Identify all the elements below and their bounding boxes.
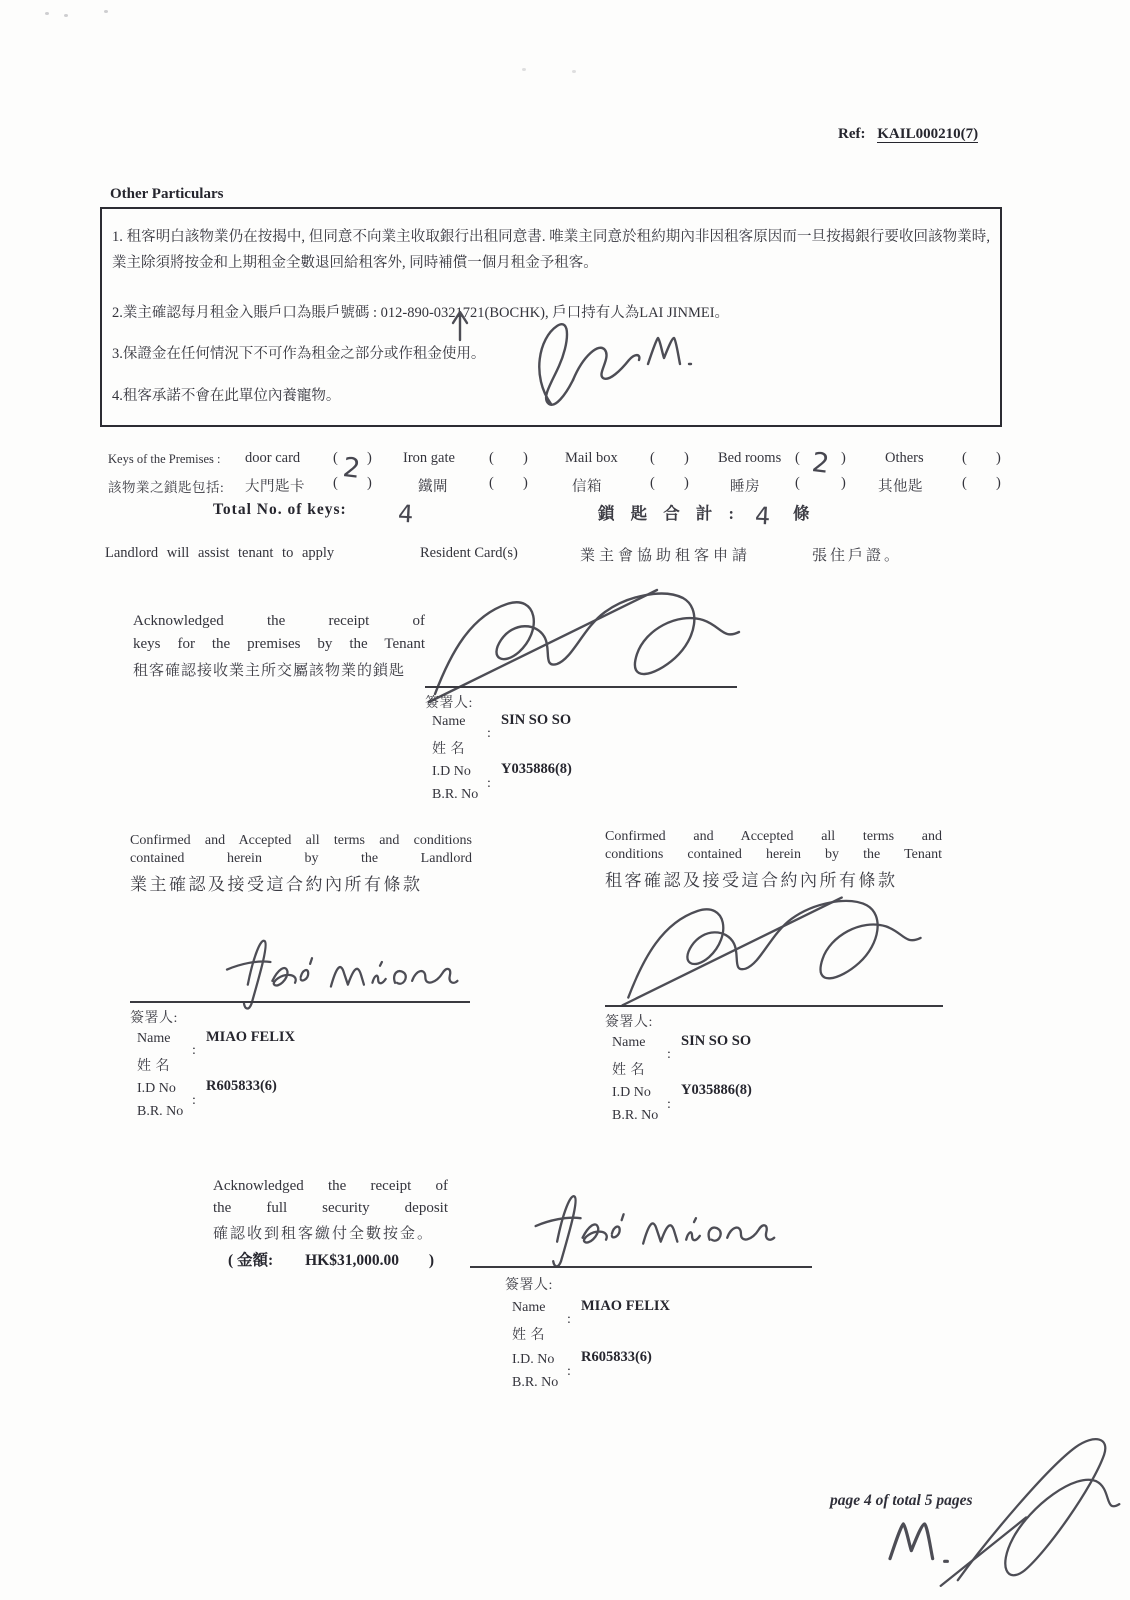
name-label-zh: 姓 名 — [432, 742, 465, 757]
name-label-zh: 姓 名 — [137, 1059, 170, 1074]
signer-id: R605833(6) — [206, 1078, 277, 1094]
signer-name: SIN SO SO — [681, 1033, 752, 1049]
name-label-zh: 姓 名 — [512, 1328, 545, 1343]
tenant-line-3: 租客確認及接受這合約內所有條款 — [605, 871, 898, 890]
paren: ) — [841, 450, 846, 466]
colon: : — [192, 1043, 196, 1058]
br-label: B.R. No — [612, 1108, 659, 1123]
paren: ( — [795, 450, 800, 466]
name-label-en: Name — [612, 1035, 646, 1050]
colon: : — [192, 1093, 196, 1108]
ref-line — [838, 126, 978, 143]
signature-rule — [425, 686, 737, 688]
signature-footer — [935, 1422, 1125, 1592]
paren: ) — [523, 475, 528, 491]
clause-4: 4.租客承諾不會在此單位內養寵物。 — [112, 388, 341, 404]
scan-artifact — [572, 70, 576, 73]
paren: ( — [489, 450, 494, 466]
signature-tenant-keys — [425, 578, 745, 708]
paren: ) — [996, 450, 1001, 466]
colon: : — [667, 1047, 671, 1062]
clause-3: 3.保證金在任何情況下不可作為租金之部分或作租金使用。 — [112, 346, 486, 362]
ack-keys-signature-block — [425, 690, 737, 810]
paren: ) — [841, 475, 846, 491]
name-label-en: Name — [512, 1300, 546, 1315]
handwritten-door-card-count: 2 — [341, 452, 363, 485]
ack-keys-line-3: 租客確認接收業主所交屬該物業的鎖匙 — [133, 663, 406, 679]
deposit-line-3: 確認收到租客繳付全數按金。 — [213, 1226, 435, 1242]
signature-rule — [130, 1001, 470, 1003]
br-label: B.R. No — [137, 1104, 184, 1119]
landlord-line-2: contained herein by the Landlord — [130, 851, 472, 866]
signer-id: Y035886(8) — [501, 761, 572, 777]
signer-label: 簽署人: — [605, 1015, 653, 1030]
scan-artifact — [45, 12, 49, 15]
br-label: B.R. No — [432, 787, 479, 802]
ack-keys-line-1: Acknowledged the receipt of — [133, 613, 425, 629]
colon: : — [667, 1097, 671, 1112]
key-item-door-card-zh: 大門匙卡 — [245, 479, 305, 495]
deposit-amount-line — [228, 1248, 434, 1270]
signature-initials — [515, 316, 655, 411]
landlord-signature-block — [130, 1005, 470, 1125]
signature-rule — [605, 1005, 943, 1007]
key-item-others-en: Others — [885, 450, 924, 466]
ack-keys-line-2: keys for the premises by the Tenant — [133, 636, 425, 652]
scan-artifact — [104, 10, 108, 13]
key-item-iron-gate-en: Iron gate — [403, 450, 455, 466]
id-label: I.D No — [612, 1085, 651, 1100]
resident-line-en: Landlord will assist tenant to apply — [105, 545, 335, 561]
paren: ( — [489, 475, 494, 491]
signature-rule — [470, 1266, 812, 1268]
signer-name: SIN SO SO — [501, 712, 572, 728]
handwritten-bed-rooms-count: 2 — [810, 447, 832, 480]
scan-artifact — [522, 68, 526, 71]
paren: ) — [684, 475, 689, 491]
key-item-iron-gate-zh: 鐵閘 — [418, 479, 448, 495]
signer-id: Y035886(8) — [681, 1082, 752, 1098]
ref-value: KAIL000210(7) — [877, 126, 979, 142]
br-label: B.R. No — [512, 1375, 559, 1390]
total-keys-label: Total No. of keys: — [213, 501, 347, 518]
colon: : — [487, 776, 491, 791]
clause-2: 2.業主確認每月租金入賬戶口為賬戶號碼 : 012-890-0321721(BOCHK), 戶口持有人為LAI JINMEI。 — [112, 305, 730, 321]
key-item-mail-box-zh: 信箱 — [572, 479, 602, 495]
paren: ( — [333, 450, 338, 466]
name-label-zh: 姓 名 — [612, 1063, 645, 1078]
paren: ) — [367, 475, 372, 491]
colon: : — [567, 1364, 571, 1379]
paren: ( — [650, 475, 655, 491]
id-label: I.D No — [137, 1081, 176, 1096]
id-label: I.D. No — [512, 1352, 555, 1367]
amount-value: HK$31,000.00 — [305, 1252, 399, 1269]
paren: ( — [795, 475, 800, 491]
key-item-others-zh: 其他匙 — [878, 479, 923, 495]
handwritten-total-keys: 4 — [397, 499, 415, 529]
signer-name: MIAO FELIX — [206, 1029, 296, 1045]
deposit-signature-block — [505, 1272, 845, 1392]
paren: ) — [684, 450, 689, 466]
signature-deposit — [500, 1183, 800, 1271]
ref-label: Ref: — [838, 126, 866, 142]
paren: ) — [996, 475, 1001, 491]
key-item-door-card-en: door card — [245, 450, 301, 466]
resident-line-zh: 業主會協助租客申請 — [580, 548, 752, 564]
amount-close: ) — [428, 1252, 434, 1269]
colon: : — [487, 726, 491, 741]
name-label-en: Name — [432, 714, 466, 729]
clause-1: 1. 租客明白該物業仍在按揭中, 但同意不向業主收取銀行出租同意書. 唯業主同意於租約期內非因租客原因而一旦按揭銀行要收回該物業時, 業主除須將按金和上期租金全數退回給租客外, 同時補償一個月租金予租客。 — [112, 229, 990, 272]
total-keys-label-zh: 鎖 匙 合 計 : — [598, 504, 740, 523]
amount-open: ( 金額: — [228, 1252, 274, 1269]
paren: ( — [962, 450, 967, 466]
key-item-bed-rooms-zh: 睡房 — [730, 479, 760, 495]
signature-tenant — [600, 886, 945, 1011]
scan-artifact — [64, 14, 68, 17]
landlord-line-3: 業主確認及接受這合約內所有條款 — [130, 875, 423, 894]
signer-label: 簽署人: — [505, 1278, 553, 1293]
paren: ( — [962, 475, 967, 491]
name-label-en: Name — [137, 1031, 171, 1046]
signer-label: 簽署人: — [130, 1011, 178, 1026]
deposit-line-2: the full security deposit — [213, 1200, 448, 1216]
paren: ) — [367, 450, 372, 466]
tenant-signature-block — [605, 1009, 943, 1129]
section-heading: Other Particulars — [110, 186, 224, 202]
deposit-line-1: Acknowledged the receipt of — [213, 1178, 448, 1194]
signer-label: 簽署人: — [425, 696, 473, 711]
keys-label-en: Keys of the Premises : — [108, 452, 221, 466]
keys-label-zh: 該物業之鎖匙包括: — [108, 480, 225, 495]
paren: ) — [523, 450, 528, 466]
key-item-mail-box-en: Mail box — [565, 450, 618, 466]
page-footer: page 4 of total 5 pages — [830, 1492, 973, 1509]
signer-name: MIAO FELIX — [581, 1298, 671, 1314]
tenant-line-2: conditions contained herein by the Tenant — [605, 847, 942, 862]
tenant-line-1: Confirmed and Accepted all terms and — [605, 829, 942, 844]
handwritten-total-keys-zh: 4 — [754, 501, 772, 531]
total-keys-unit-zh: 條 — [793, 504, 810, 523]
resident-line-zh-tail: 張住戶證。 — [812, 548, 903, 564]
paren: ( — [650, 450, 655, 466]
signer-id: R605833(6) — [581, 1349, 652, 1365]
landlord-line-1: Confirmed and Accepted all terms and conditions — [130, 833, 472, 848]
colon: : — [567, 1312, 571, 1327]
handwritten-arrow-up — [448, 306, 472, 342]
resident-line-card: Resident Card(s) — [420, 545, 518, 561]
paren: ( — [333, 475, 338, 491]
handwritten-m-dot-footer — [882, 1512, 954, 1568]
handwritten-m-dot — [642, 330, 696, 370]
id-label: I.D No — [432, 764, 471, 779]
key-item-bed-rooms-en: Bed rooms — [718, 450, 782, 466]
